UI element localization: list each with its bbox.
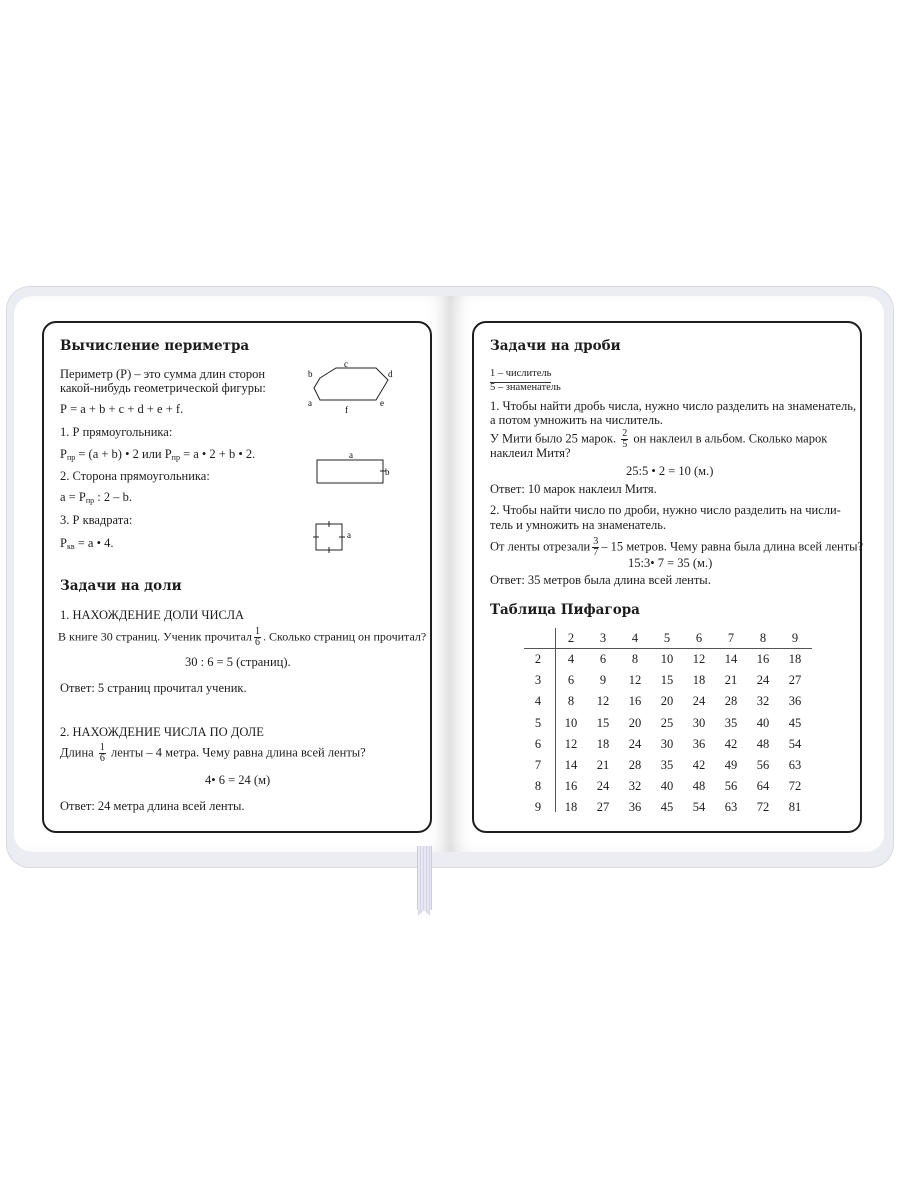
hex-label-f: f <box>345 405 348 415</box>
table-cell: 63 <box>724 800 738 815</box>
table-cell: 49 <box>724 758 738 772</box>
table-cell: 40 <box>660 779 674 794</box>
fraction-two-fifths: $\frac{2}{5}$ <box>622 428 628 450</box>
table-cell: 18 <box>564 800 578 815</box>
fractions-rule1-line2: а потом умножить на числитель. <box>490 413 663 427</box>
table-cell: 15 <box>660 673 674 688</box>
table-row-header-cell: 7 <box>534 758 542 772</box>
square-perimeter-heading: 3. Р квадрата: <box>60 513 133 527</box>
table-cell: 21 <box>724 673 738 688</box>
numerator-label: 1 – числитель <box>490 367 551 383</box>
rectangle-diagram <box>314 448 394 488</box>
perimeter-definition-line1: Периметр (Р) – это сумма длин сторон <box>60 367 266 381</box>
hexagon-diagram <box>300 358 400 416</box>
table-cell: 12 <box>596 694 610 709</box>
table-row-header-cell: 4 <box>534 694 542 709</box>
table-cell: 6 <box>567 673 575 688</box>
table-row-header-cell: 3 <box>534 673 542 688</box>
table-cell: 9 <box>599 673 607 688</box>
table-cell: 72 <box>756 800 770 815</box>
table-vertical-divider <box>555 628 556 812</box>
table-cell: 81 <box>788 800 802 815</box>
table-cell: 16 <box>756 652 770 666</box>
table-cell: 24 <box>692 694 706 709</box>
table-header-cell: 2 <box>567 631 575 645</box>
table-cell: 45 <box>788 715 802 730</box>
table-cell: 12 <box>564 736 578 751</box>
table-cell: 63 <box>788 758 802 772</box>
fractions-rule2-line1: 2. Чтобы найти число по дроби, нужно число разделить на числи- <box>490 503 841 517</box>
rectangle-side-formula: $a = Р_{пр}$ : 2 – b. <box>60 490 132 505</box>
table-cell: 12 <box>692 652 706 666</box>
table-cell: 36 <box>788 694 802 709</box>
bookmark-ribbon <box>417 846 432 910</box>
fractions-task1-answer: Ответ: 10 марок наклеил Митя. <box>490 482 657 496</box>
table-cell: 14 <box>564 758 578 772</box>
pythagoras-title: Таблица Пифагора <box>490 602 640 618</box>
shares-task2-title: 2. НАХОЖДЕНИЕ ЧИСЛА ПО ДОЛЕ <box>60 725 264 739</box>
table-header-cell: 5 <box>663 631 671 645</box>
table-horizontal-divider <box>524 648 812 649</box>
table-cell: 14 <box>724 652 738 666</box>
fraction-one-sixth: $\frac{1}{6}$ <box>255 626 260 648</box>
table-cell: 28 <box>724 694 738 709</box>
perimeter-definition-line2: какой-нибудь геометрической фигуры: <box>60 381 266 395</box>
table-cell: 12 <box>628 673 642 688</box>
table-header-cell: 7 <box>727 631 735 645</box>
table-cell: 21 <box>596 758 610 772</box>
table-cell: 30 <box>660 736 674 751</box>
rect-label-b: b <box>385 467 390 477</box>
table-cell: 48 <box>756 736 770 751</box>
table-cell: 32 <box>756 694 770 709</box>
hex-label-a: a <box>308 398 312 408</box>
table-row-header-cell: 9 <box>534 800 542 815</box>
table-row-header-cell: 2 <box>534 652 542 666</box>
table-cell: 24 <box>756 673 770 688</box>
hex-label-c: c <box>344 359 348 369</box>
table-cell: 32 <box>628 779 642 794</box>
table-cell: 8 <box>567 694 575 709</box>
rectangle-perimeter-formula: $Р_{пр} = (a + b)$ • 2 или $Р_{пр} = a$ • 2 + b • 2. <box>60 447 256 462</box>
fractions-task1-line1: У Мити было 25 марок. $\frac{2}{5}$ он наклеил в альбом. Сколько марок <box>490 428 828 450</box>
fractions-rule2-line2: тель и умножить на знаменатель. <box>490 518 667 532</box>
table-cell: 35 <box>724 715 738 730</box>
shares-task2-text: Длина $\frac{1}{6}$ ленты – 4 метра. Чему равна длина всей ленты? <box>60 742 366 764</box>
shares-task1-calc: 30 : 6 = 5 (страниц). <box>185 655 291 669</box>
table-cell: 10 <box>564 715 578 730</box>
table-cell: 54 <box>692 800 706 815</box>
rectangle-side-heading: 2. Сторона прямоугольника: <box>60 469 210 483</box>
table-cell: 56 <box>724 779 738 794</box>
shares-task1-title: 1. НАХОЖДЕНИЕ ДОЛИ ЧИСЛА <box>60 608 245 622</box>
table-cell: 15 <box>596 715 610 730</box>
shares-title: Задачи на доли <box>60 578 182 594</box>
table-cell: 16 <box>628 694 642 709</box>
fraction-one-sixth-2: $\frac{1}{6}$ <box>99 742 105 764</box>
table-cell: 36 <box>692 736 706 751</box>
fractions-task2-calc: 15:3• 7 = 35 (м.) <box>628 556 713 570</box>
table-cell: 18 <box>596 736 610 751</box>
shares-task1-text: В книге 30 страниц. Ученик прочитал $\frac{1}{6}$ . Сколько страниц он прочитал? <box>58 626 427 648</box>
table-cell: 54 <box>788 736 802 751</box>
rectangle-perimeter-heading: 1. Р прямоугольника: <box>60 425 173 439</box>
table-cell: 20 <box>628 715 642 730</box>
table-cell: 16 <box>564 779 578 794</box>
fractions-rule1-line1: 1. Чтобы найти дробь числа, нужно число разделить на знаменатель, <box>490 399 857 413</box>
table-header-cell: 6 <box>695 631 703 645</box>
table-cell: 10 <box>660 652 674 666</box>
shares-task1-answer: Ответ: 5 страниц прочитал ученик. <box>60 681 247 695</box>
table-cell: 25 <box>660 715 674 730</box>
fractions-task2-answer: Ответ: 35 метров была длина всей ленты. <box>490 573 711 587</box>
table-cell: 30 <box>692 715 706 730</box>
table-cell: 24 <box>628 736 642 751</box>
table-header-cell: 3 <box>599 631 607 645</box>
fractions-task1-line2: наклеил Митя? <box>490 446 571 460</box>
table-cell: 72 <box>788 779 802 794</box>
table-cell: 42 <box>724 736 738 751</box>
table-cell: 27 <box>596 800 610 815</box>
rect-label-a: a <box>349 450 353 460</box>
fractions-task2-text: От ленты отрезали $\frac{3}{7}$ – 15 метров. Чему равна была длина всей ленты? <box>490 536 864 558</box>
table-cell: 20 <box>660 694 674 709</box>
table-cell: 35 <box>660 758 674 772</box>
table-cell: 40 <box>756 715 770 730</box>
hex-label-d: d <box>388 369 393 379</box>
table-cell: 48 <box>692 779 706 794</box>
table-cell: 45 <box>660 800 674 815</box>
square-perimeter-formula: $Р_{кв} = a$ • 4. <box>60 536 114 551</box>
table-cell: 56 <box>756 758 770 772</box>
table-cell: 18 <box>692 673 706 688</box>
table-row-header-cell: 8 <box>534 779 542 794</box>
table-header-cell: 4 <box>631 631 639 645</box>
fractions-title: Задачи на дроби <box>490 338 621 354</box>
table-cell: 64 <box>756 779 770 794</box>
table-cell: 27 <box>788 673 802 688</box>
square-label-a: a <box>347 530 351 540</box>
table-cell: 36 <box>628 800 642 815</box>
table-cell: 6 <box>599 652 607 666</box>
table-header-cell: 9 <box>791 631 799 645</box>
hex-label-e: e <box>380 398 384 408</box>
table-header-cell: 8 <box>759 631 767 645</box>
table-cell: 24 <box>596 779 610 794</box>
denominator-label: 5 – знаменатель <box>490 382 561 393</box>
table-row-header-cell: 5 <box>534 715 542 730</box>
square-diagram <box>312 520 362 554</box>
table-cell: 4 <box>567 652 575 666</box>
table-cell: 42 <box>692 758 706 772</box>
shares-task2-answer: Ответ: 24 метра длина всей ленты. <box>60 799 245 813</box>
shares-task2-calc: 4• 6 = 24 (м) <box>205 773 271 787</box>
table-cell: 8 <box>631 652 639 666</box>
table-row-header-cell: 6 <box>534 736 542 751</box>
hex-label-b: b <box>308 369 313 379</box>
perimeter-formula: Р = a + b + c + d + e + f. <box>60 402 184 416</box>
table-cell: 28 <box>628 758 642 772</box>
table-cell: 18 <box>788 652 802 666</box>
perimeter-title: Вычисление периметра <box>60 338 250 354</box>
fractions-task1-calc: 25:5 • 2 = 10 (м.) <box>626 464 714 478</box>
fraction-three-sevenths: $\frac{3}{7}$ <box>593 536 599 558</box>
